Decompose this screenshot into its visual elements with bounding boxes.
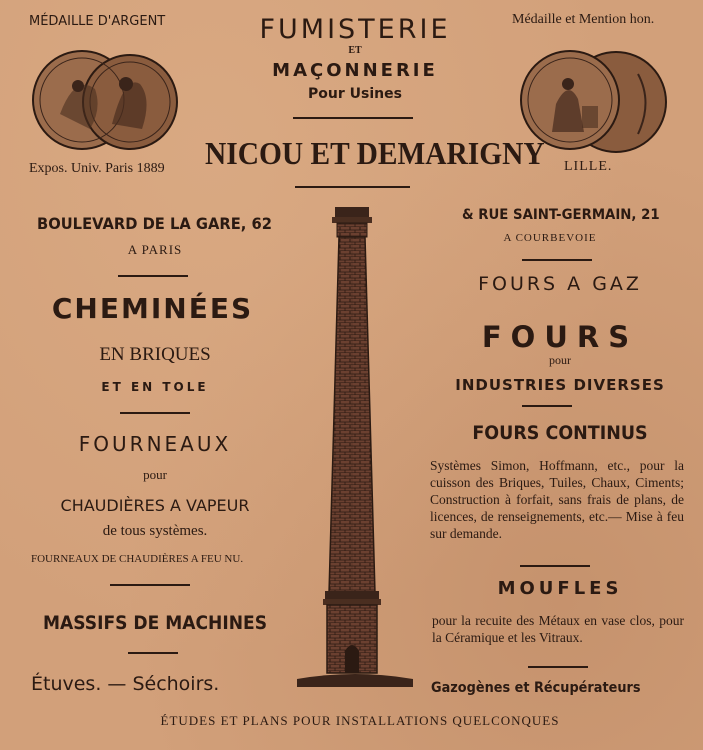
courbevoie-city: A COURBEVOIE — [503, 232, 597, 244]
moufles-paragraph: pour la recuite des Métaux en vase clos, pour la Céramique et les Vitraux. — [432, 613, 684, 645]
lille-label: LILLE. — [564, 159, 613, 174]
industries-label: INDUSTRIES DIVERSES — [455, 376, 665, 394]
left-rule-4 — [128, 652, 178, 654]
courbevoie-address: & RUE SAINT-GERMAIN, 21 — [462, 207, 660, 223]
open-fire-label: FOURNEAUX DE CHAUDIÈRES A FEU NU. — [31, 553, 244, 565]
title-et: ET — [348, 45, 362, 56]
silver-medal-icon — [30, 44, 180, 156]
left-award-label: MÉDAILLE D'ARGENT — [29, 14, 166, 29]
all-systems-label: de tous systèmes. — [102, 523, 208, 539]
etuves-label: Étuves. — Séchoirs. — [31, 673, 220, 695]
gazogenes-label: Gazogènes et Récupérateurs — [431, 680, 641, 696]
paris-address: BOULEVARD DE LA GARE, 62 — [37, 214, 272, 233]
paris-city: A PARIS — [127, 242, 183, 257]
header-rule — [293, 117, 413, 119]
right-rule-1 — [522, 259, 592, 261]
fourneaux-pour: pour — [143, 467, 167, 482]
right-rule-2 — [522, 405, 572, 407]
left-rule-1 — [118, 275, 188, 277]
title-fumisterie: FUMISTERIE — [259, 14, 451, 45]
title-pour-usines: Pour Usines — [308, 86, 402, 102]
massifs-heading: MASSIFS DE MACHINES — [42, 612, 268, 634]
continuous-heading: FOURS CONTINUS — [472, 422, 648, 444]
gas-ovens-heading: FOURS A GAZ — [478, 273, 642, 295]
left-rule-2 — [120, 412, 190, 414]
systems-paragraph: Systèmes Simon, Hoffmann, etc., pour la cuisson des Briques, Tuiles, Chaux, Ciments; Construction à forfait, sans frais de plans, de licences, de renseignements, etc.— Mise à feu sur demande. — [430, 458, 684, 541]
moufles-heading: MOUFLES — [497, 578, 623, 599]
fours-heading: FOURS — [481, 320, 639, 354]
fourneaux-heading: FOURNEAUX — [78, 432, 232, 456]
company-name: NICOU ET DEMARIGNY — [205, 135, 545, 171]
right-rule-4 — [528, 666, 588, 668]
expo-label: Expos. Univ. Paris 1889 — [29, 161, 165, 176]
factory-chimney-icon — [295, 203, 415, 693]
company-rule — [295, 186, 410, 188]
left-rule-3 — [110, 584, 190, 586]
boilers-label: CHAUDIÈRES A VAPEUR — [60, 496, 250, 515]
bricks-label: EN BRIQUES — [99, 344, 211, 365]
right-rule-3 — [520, 565, 590, 567]
footer-studies: ÉTUDES ET PLANS POUR INSTALLATIONS QUELCONQUES — [160, 713, 560, 728]
tole-label: ET EN TOLE — [101, 380, 209, 394]
right-award-label: Médaille et Mention hon. — [512, 12, 655, 27]
chimneys-heading: CHEMINÉES — [51, 292, 254, 325]
title-maconnerie: MAÇONNERIE — [272, 60, 438, 81]
fours-pour: pour — [549, 353, 571, 367]
